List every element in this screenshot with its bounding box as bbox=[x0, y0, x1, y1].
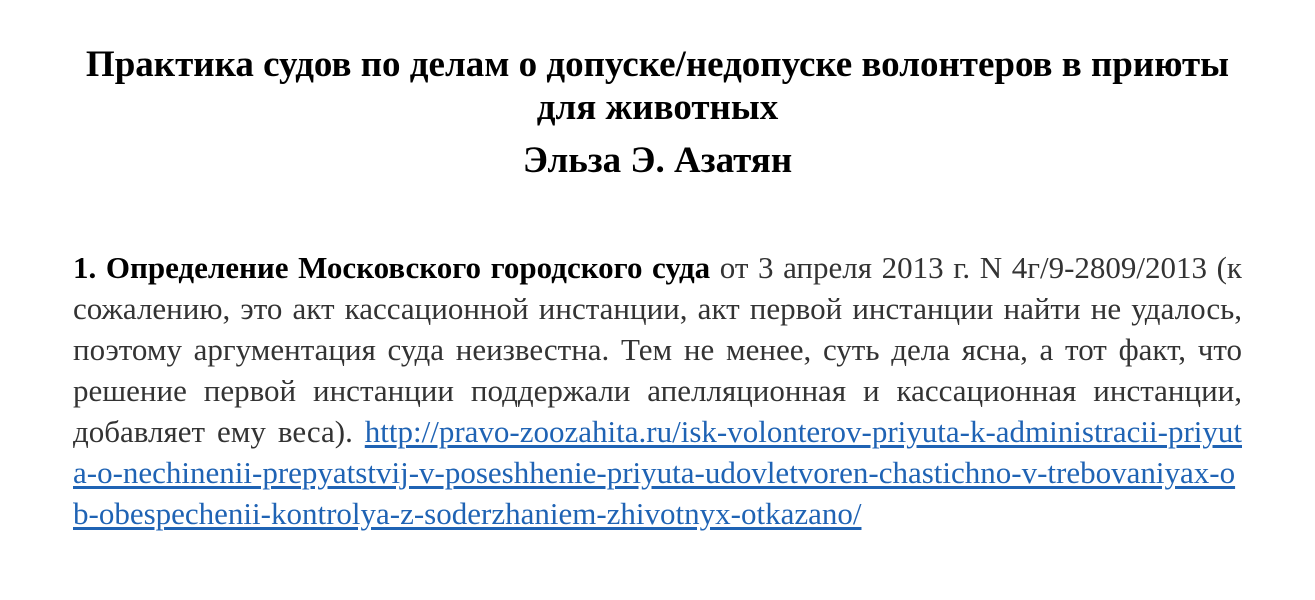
section-text: от 3 апреля 2013 г. N 4г/9-2809/2013 (к сожалению, это акт кассационной инстанции, акт первой инстанции найти не удалось, поэтому аргументация суда неизвестна. Тем не менее, суть дела ясна, а тот факт, что решение первой инстанции поддержали апелляционная и кассационная инстанции, добавляет ему веса). bbox=[73, 250, 1242, 449]
source-link[interactable]: http://pravo-zoozahita.ru/isk-volonterov-priyuta-k-administracii-priyuta-o-nechinenii-prepyatstvij-v-poseshhenie-priyuta-udovletvoren-chastichno-v-trebovaniyax-ob-obespechenii-kontrolya-z-soderzhaniem-zhivotnyx-otkazano/ bbox=[73, 414, 1242, 531]
document-author: Эльза Э. Азатян bbox=[522, 140, 793, 181]
section-paragraph bbox=[73, 247, 1242, 534]
section-heading: 1. Определение Московского городского суда bbox=[73, 250, 711, 285]
document-title: Практика судов по делам о допуске/недопуске волонтеров в приюты для животных bbox=[85, 44, 1230, 128]
